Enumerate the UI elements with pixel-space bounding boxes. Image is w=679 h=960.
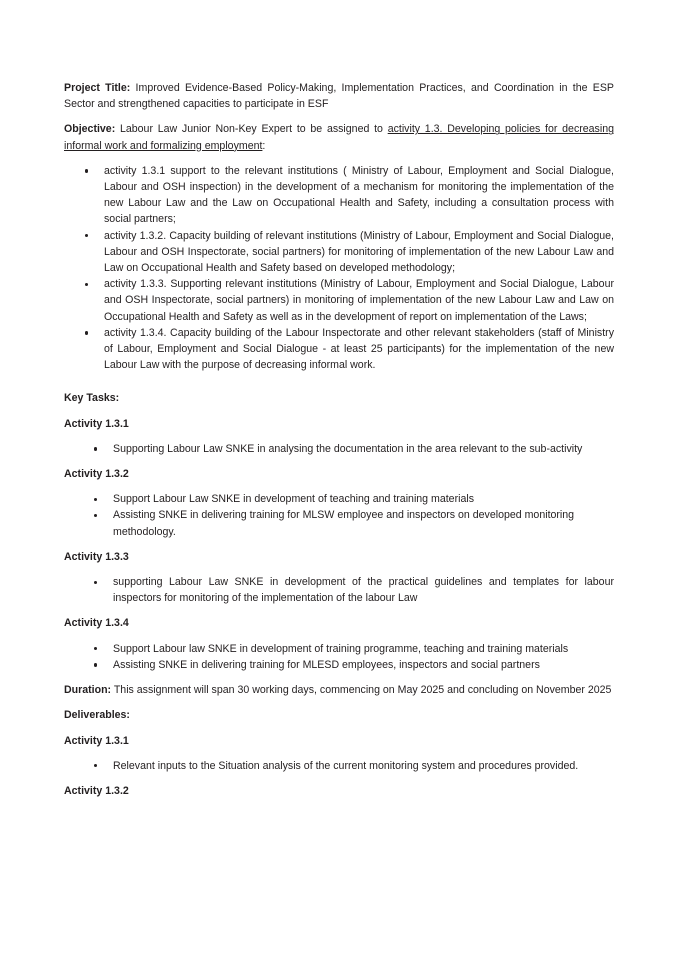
activity-text: activity 1.3.4. Capacity building of the Labour Inspectorate and other relevant stakeholders (staff of Ministry of Labour, Employment and Social Dialogue - at least 25 participants) for the implementation of the new Labour Law with the purpose of decreasing informal work. [104, 326, 614, 372]
key-tasks-list-4 [64, 641, 614, 673]
project-title-paragraph [64, 80, 614, 112]
objective-text-before: Labour Law Junior Non-Key Expert to be assigned to [115, 123, 388, 136]
deliverables-group-title-2: Activity 1.3.2 [64, 784, 129, 797]
activity-text: activity 1.3.3. Supporting relevant institutions (Ministry of Labour, Employment and Social Dialogue, Labour and OSH Inspectorate, social partners) in monitoring of implementation of the new Labour Law and Law on Occupational Health and Safety as well as in the development of report on implementation of the Laws; [104, 278, 614, 323]
task-text: supporting Labour Law SNKE in development of the practical guidelines and templates for labour inspectors for monitoring of the implementation of the labour Law [113, 576, 614, 605]
project-title-text: Improved Evidence-Based Policy-Making, Implementation Practices, and Coordination in the ESP Sector and strengthened capacities to participate in ESF [64, 82, 614, 111]
deliverables-list-1 [64, 758, 614, 774]
task-text: Support Labour law SNKE in development of training programme, teaching and training materials [113, 642, 569, 655]
list-item [64, 641, 614, 657]
key-tasks-group-title-4: Activity 1.3.4 [64, 617, 129, 630]
key-tasks-list-1 [64, 441, 614, 457]
objective-text-after: : [262, 139, 266, 152]
key-tasks-group-title-1: Activity 1.3.1 [64, 417, 129, 430]
task-text: Supporting Labour Law SNKE in analysing the documentation in the area relevant to the sub-activity [113, 442, 583, 455]
key-tasks-group-title-2: Activity 1.3.2 [64, 468, 129, 481]
list-item [64, 276, 614, 325]
task-text: Support Labour Law SNKE in development of teaching and training materials [113, 493, 474, 506]
activities-list [64, 163, 614, 374]
key-tasks-list-3 [64, 574, 614, 606]
list-item [64, 574, 614, 606]
objective-underlined-activity: activity 1.3. Developing policies for decreasing informal work and formalizing employment [64, 123, 614, 152]
list-item [64, 441, 614, 457]
key-tasks-heading: Key Tasks: [64, 392, 120, 405]
key-tasks-list-2 [64, 491, 614, 540]
project-title-label: Project Title: [64, 82, 131, 94]
duration-text: This assignment will span 30 working days, commencing on May 2025 and concluding on November 2025 [111, 684, 612, 697]
duration-paragraph [64, 682, 614, 698]
list-item [64, 325, 614, 374]
list-item [64, 163, 614, 228]
list-item [64, 228, 614, 277]
deliverables-heading: Deliverables: [64, 709, 130, 722]
objective-paragraph [64, 121, 614, 153]
deliverables-group-title-1: Activity 1.3.1 [64, 734, 129, 747]
task-text: Assisting SNKE in delivering training for MLSW employee and inspectors on developed monitoring methodology. [113, 509, 575, 538]
list-item [64, 491, 614, 507]
document-content [64, 80, 614, 808]
list-item [64, 657, 614, 673]
list-item [64, 507, 614, 539]
spacer [64, 382, 614, 390]
objective-label: Objective: [64, 123, 116, 136]
list-item [64, 758, 614, 774]
duration-label: Duration: [64, 684, 112, 697]
deliverable-text: Relevant inputs to the Situation analysis of the current monitoring system and procedures provided. [113, 759, 579, 772]
activity-text: activity 1.3.2. Capacity building of relevant institutions (Ministry of Labour, Employment and Social Dialogue, Labour and OSH Inspectorate, social partners) for monitoring of implementation of the new Labour Law and Law on Occupational Health and Safety based on developed methodology; [104, 229, 614, 275]
activity-text: activity 1.3.1 support to the relevant institutions ( Ministry of Labour, Employment and Social Dialogue, Labour and OSH inspection) in the development of a mechanism for monitoring the implementation of the new Labour Law and the Law on Occupational Health and Safety, including a consultation process with social partners; [104, 164, 614, 226]
task-text: Assisting SNKE in delivering training for MLESD employees, inspectors and social partners [113, 658, 540, 671]
key-tasks-group-title-3: Activity 1.3.3 [64, 550, 129, 563]
